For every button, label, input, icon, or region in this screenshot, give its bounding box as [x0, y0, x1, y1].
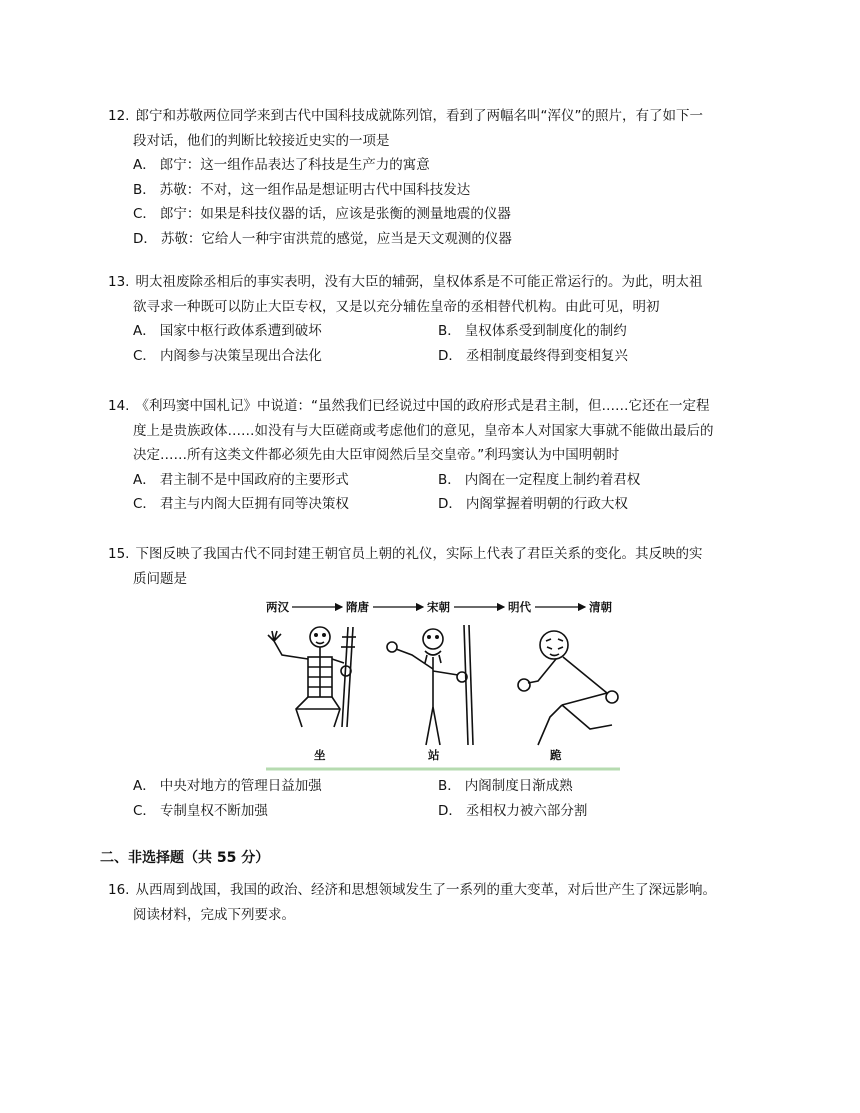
- option-text: 内阁制度日渐成熟: [464, 778, 573, 794]
- stem-text: 《利玛窦中国札记》中说道：“虽然我们已经说过中国的政府形式是君主制，但……它还在一定程: [135, 398, 710, 414]
- stem-text-continued: 度上是贵族政体……如没有与大臣磋商或考虑他们的意见，皇帝本人对国家大事就不能做出最后的: [133, 422, 714, 439]
- stem-text-continued: 段对话，他们的判断比较接近史实的一项是: [133, 132, 390, 149]
- dynasty-label: 宋朝: [427, 600, 450, 614]
- option-letter: A．: [133, 323, 156, 339]
- option-text: 丞相权力被六部分割: [465, 802, 588, 819]
- option-text: 苏敬：它给人一种宇宙洪荒的感觉，应当是天文观测的仪器: [160, 230, 512, 247]
- option-a[interactable]: [133, 319, 438, 344]
- option-letter: D．: [438, 496, 462, 512]
- option-text: 郎宁：如果是科技仪器的话，应该是张衡的测量地震的仪器: [159, 206, 511, 222]
- seated-official-icon: [268, 627, 356, 727]
- stem-text: 郎宁和苏敬两位同学来到古代中国科技成就陈列馆，看到了两幅名叫“浑仪”的照片，有了如下一: [135, 108, 703, 124]
- question-number: 13.: [108, 274, 130, 290]
- option-letter: B．: [133, 181, 156, 198]
- question-15-options: [108, 774, 768, 823]
- dynasty-posture-figure: [262, 597, 624, 772]
- option-d[interactable]: [438, 799, 587, 824]
- option-d[interactable]: [438, 344, 628, 369]
- stem-text: 从西周到战国，我国的政治、经济和思想领域发生了一系列的重大变革，对后世产生了深远影响。: [135, 882, 716, 898]
- dynasty-label: 清朝: [589, 600, 612, 614]
- figure-illustration: [262, 597, 624, 772]
- posture-label: 站: [428, 748, 440, 762]
- option-text: 国家中枢行政体系遭到破坏: [159, 323, 322, 339]
- option-c[interactable]: [133, 202, 511, 227]
- option-letter: C．: [133, 496, 156, 512]
- option-letter: C．: [133, 347, 156, 364]
- option-text: 内阁掌握着明朝的行政大权: [465, 496, 628, 512]
- option-a[interactable]: [133, 468, 438, 493]
- section-title: 二、非选择题（共 55 分）: [100, 850, 270, 866]
- stem-text-continued: 欲寻求一种既可以防止大臣专权，又是以充分辅佐皇帝的丞相替代机构。由此可见，明初: [133, 298, 660, 315]
- option-text: 中央对地方的管理日益加强: [159, 778, 322, 794]
- option-text: 君主与内阁大臣拥有同等决策权: [159, 496, 349, 512]
- question-stem: [108, 104, 768, 129]
- question-12: [108, 104, 768, 251]
- option-letter: A．: [133, 157, 156, 173]
- option-text: 内阁参与决策呈现出合法化: [159, 347, 322, 364]
- question-number: 16.: [108, 882, 130, 898]
- option-text: 内阁在一定程度上制约着君权: [464, 471, 641, 488]
- option-a[interactable]: [133, 774, 438, 799]
- option-d[interactable]: [133, 227, 512, 252]
- question-13: [108, 270, 768, 368]
- option-b[interactable]: [133, 178, 470, 203]
- option-b[interactable]: [438, 319, 627, 344]
- option-d[interactable]: [438, 492, 628, 517]
- question-stem: [108, 542, 768, 567]
- option-letter: A．: [133, 471, 156, 488]
- question-14: [108, 394, 768, 517]
- question-stem: [108, 270, 768, 295]
- option-letter: B．: [438, 778, 461, 794]
- question-stem: [108, 394, 768, 419]
- kneeling-official-icon: [518, 631, 618, 745]
- option-text: 郎宁：这一组作品表达了科技是生产力的寓意: [159, 157, 430, 173]
- question-number: 12.: [108, 108, 130, 124]
- option-text: 皇权体系受到制度化的制约: [464, 323, 627, 339]
- question-number: 14.: [108, 398, 130, 414]
- dynasty-label: 两汉: [266, 600, 289, 614]
- question-stem: [108, 878, 768, 903]
- question-15: [108, 542, 768, 591]
- option-letter: B．: [438, 471, 461, 488]
- dynasty-label: 明代: [508, 600, 531, 614]
- option-a[interactable]: [133, 153, 430, 178]
- option-c[interactable]: [133, 799, 438, 824]
- option-letter: A．: [133, 778, 156, 794]
- option-b[interactable]: [438, 468, 640, 493]
- option-text: 苏敬：不对，这一组作品是想证明古代中国科技发达: [159, 181, 471, 198]
- standing-official-icon: [387, 625, 473, 745]
- options-list: [108, 153, 768, 251]
- option-c[interactable]: [133, 344, 438, 369]
- stem-text-continued: 质问题是: [133, 570, 187, 587]
- option-letter: D．: [133, 230, 157, 247]
- option-text: 丞相制度最终得到变相复兴: [465, 347, 628, 364]
- stem-text: 下图反映了我国古代不同封建王朝官员上朝的礼仪，实际上代表了君臣关系的变化。其反映的实: [135, 546, 703, 562]
- posture-label: 跪: [550, 748, 562, 762]
- option-c[interactable]: [133, 492, 438, 517]
- stem-text-continued: 阅读材料，完成下列要求。: [133, 906, 295, 923]
- option-letter: D．: [438, 347, 462, 364]
- option-letter: C．: [133, 206, 156, 222]
- stem-text-continued: 决定……所有这类文件都必须先由大臣审阅然后呈交皇帝。”利玛窦认为中国明朝时: [133, 447, 620, 463]
- question-16: [108, 878, 768, 927]
- dynasty-label: 隋唐: [346, 600, 369, 614]
- stem-text: 明太祖废除丞相后的事实表明，没有大臣的辅弼，皇权体系是不可能正常运行的。为此，明太祖: [135, 274, 703, 290]
- option-letter: C．: [133, 802, 156, 819]
- options-list: [108, 468, 768, 517]
- option-text: 专制皇权不断加强: [159, 802, 268, 819]
- options-list: [108, 319, 768, 368]
- option-text: 君主制不是中国政府的主要形式: [159, 471, 349, 488]
- posture-label: 坐: [314, 748, 326, 762]
- question-number: 15.: [108, 546, 130, 562]
- option-letter: D．: [438, 802, 462, 819]
- option-letter: B．: [438, 323, 461, 339]
- options-list: [108, 774, 768, 823]
- option-b[interactable]: [438, 774, 573, 799]
